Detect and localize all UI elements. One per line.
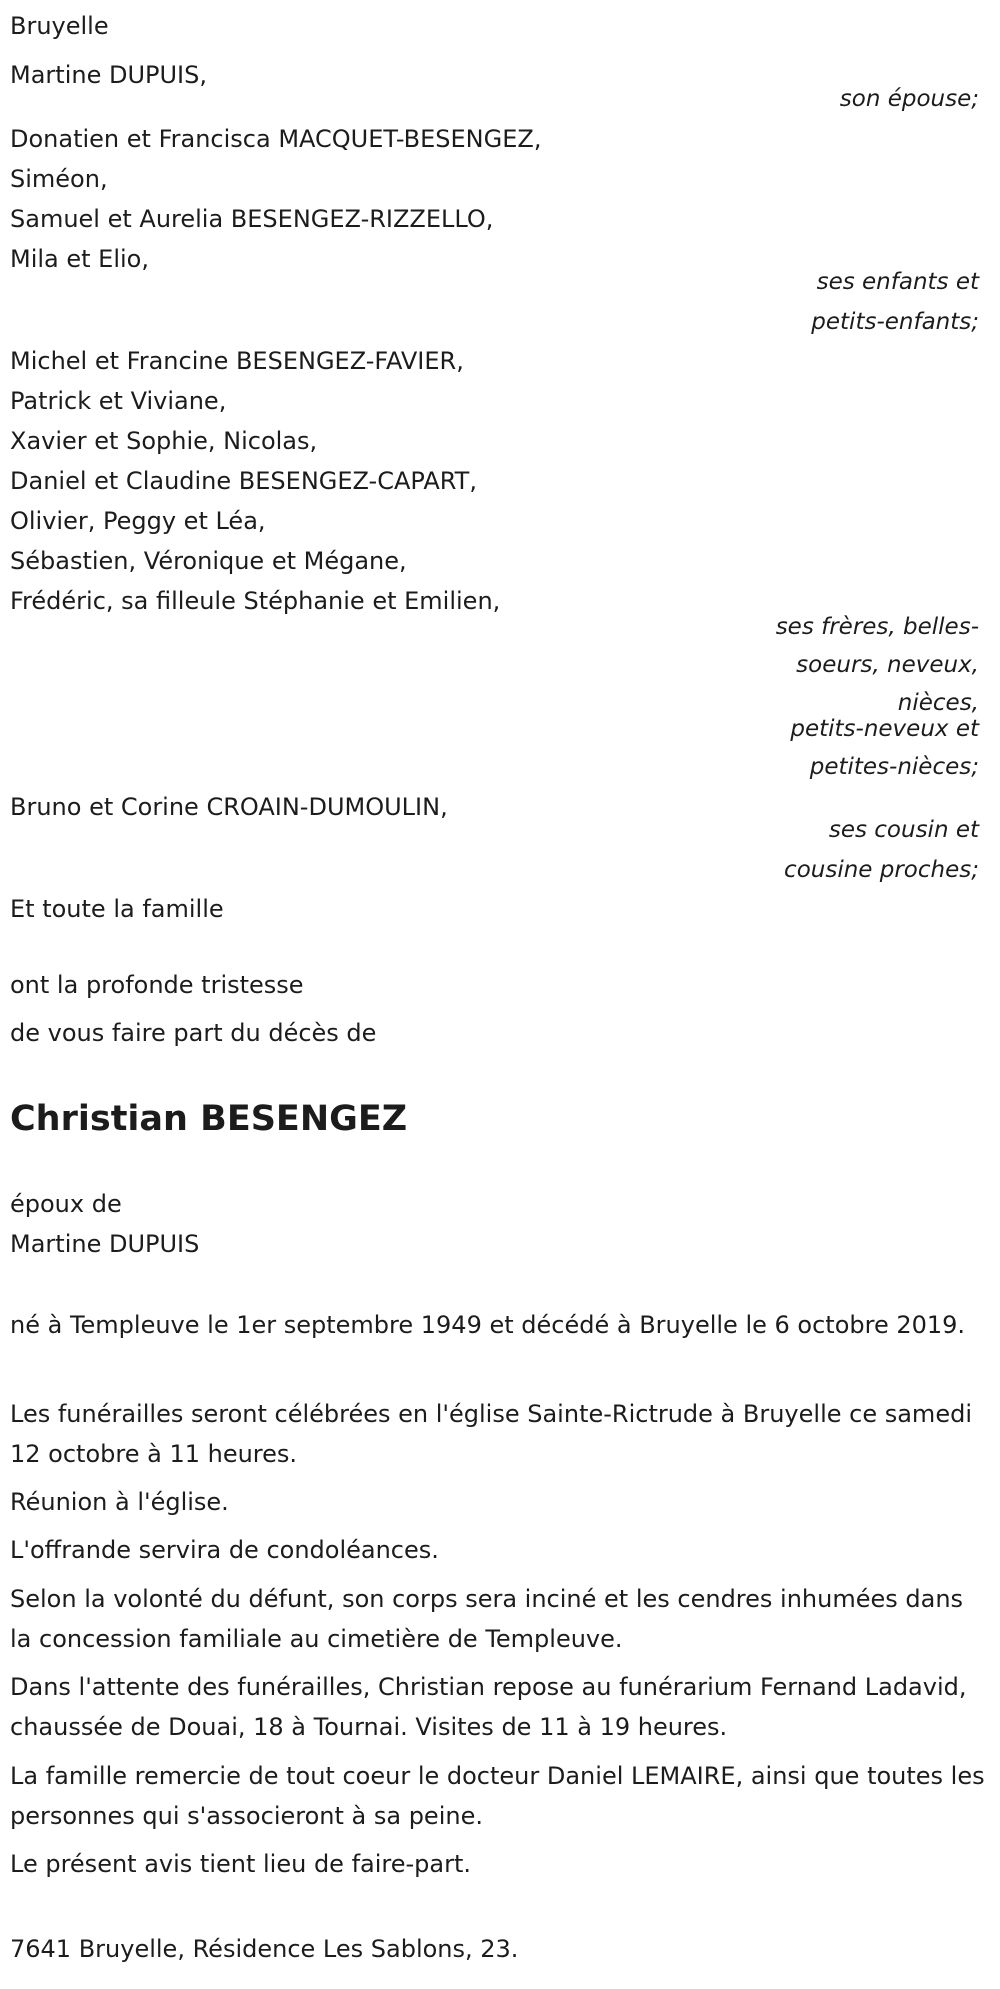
child-line: Mila et Elio, xyxy=(10,245,149,273)
funeral-paragraph: Les funérailles seront célébrées en l'église Sainte-Rictrude à Bruyelle ce samedi 12 octobre à 11 heures. xyxy=(10,1400,972,1468)
meeting-paragraph: Réunion à l'église. xyxy=(10,1488,229,1516)
announcement-line: de vous faire part du décès de xyxy=(10,1019,377,1047)
cousins-role: cousine proches; xyxy=(784,857,979,883)
spouse-role: son épouse; xyxy=(839,86,979,112)
sibling-line: Michel et Francine BESENGEZ-FAVIER, xyxy=(10,347,464,375)
child-line: Samuel et Aurelia BESENGEZ-RIZZELLO, xyxy=(10,205,494,233)
announcement-line: ont la profonde tristesse xyxy=(10,971,304,999)
sibling-line: Frédéric, sa filleule Stéphanie et Emilien, xyxy=(10,587,501,615)
birth-death-paragraph: né à Templeuve le 1er septembre 1949 et décédé à Bruyelle le 6 octobre 2019. xyxy=(10,1311,966,1339)
offering-paragraph: L'offrande servira de condoléances. xyxy=(10,1536,439,1564)
children-role: petits-enfants; xyxy=(811,309,979,335)
thanks-paragraph: La famille remercie de tout coeur le docteur Daniel LEMAIRE, ainsi que toutes les personnes qui s'associeront à sa peine. xyxy=(10,1762,985,1830)
sibling-line: Daniel et Claudine BESENGEZ-CAPART, xyxy=(10,467,477,495)
spouse-name: Martine DUPUIS, xyxy=(10,61,207,89)
child-line: Siméon, xyxy=(10,165,108,193)
siblings-role: ses frères, belles- xyxy=(775,614,979,640)
spouse-of-label: époux de xyxy=(10,1190,122,1218)
siblings-role: soeurs, neveux, xyxy=(796,652,979,678)
siblings-role: nièces, xyxy=(897,690,979,716)
siblings-role: petits-neveux et xyxy=(790,716,979,742)
sibling-line: Xavier et Sophie, Nicolas, xyxy=(10,427,318,455)
deceased-name: Christian BESENGEZ xyxy=(10,1099,408,1139)
sibling-line: Olivier, Peggy et Léa, xyxy=(10,507,266,535)
sibling-line: Patrick et Viviane, xyxy=(10,387,227,415)
siblings-role: petites-nièces; xyxy=(809,754,979,780)
all-family: Et toute la famille xyxy=(10,895,224,923)
location-header: Bruyelle xyxy=(10,12,109,40)
funerarium-paragraph: Dans l'attente des funérailles, Christian repose au funérarium Fernand Ladavid, chaussée de Douai, 18 à Tournai. Visites de 11 à 19 heures. xyxy=(10,1673,967,1741)
cousins-names: Bruno et Corine CROAIN-DUMOULIN, xyxy=(10,793,448,821)
sibling-line: Sébastien, Véronique et Mégane, xyxy=(10,547,407,575)
notice-paragraph: Le présent avis tient lieu de faire-part. xyxy=(10,1850,472,1878)
children-role: ses enfants et xyxy=(816,269,979,295)
address-line: 7641 Bruyelle, Résidence Les Sablons, 23. xyxy=(10,1935,519,1963)
spouse-of-name: Martine DUPUIS xyxy=(10,1230,200,1258)
cremation-paragraph: Selon la volonté du défunt, son corps sera inciné et les cendres inhumées dans la concession familiale au cimetière de Templeuve. xyxy=(10,1585,964,1653)
child-line: Donatien et Francisca MACQUET-BESENGEZ, xyxy=(10,125,542,153)
cousins-role: ses cousin et xyxy=(828,817,979,843)
